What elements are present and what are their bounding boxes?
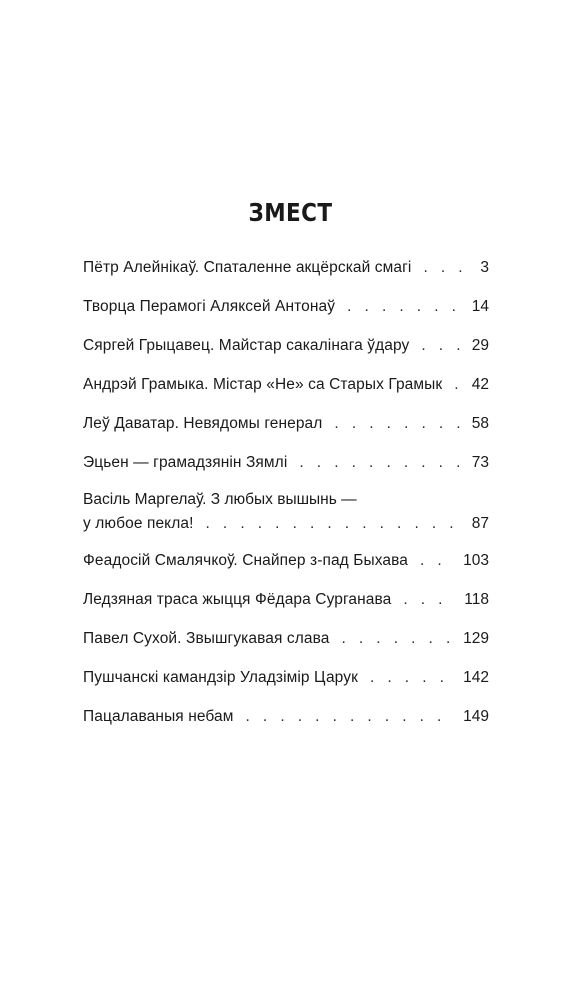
toc-entry-page: 142 — [463, 669, 489, 686]
toc-dot-leader — [341, 628, 455, 649]
toc-dot-leader — [206, 513, 464, 534]
toc-entry-title: у любое пекла! — [83, 515, 194, 532]
toc-entry-page: 149 — [463, 708, 489, 725]
toc-entry[interactable] — [83, 667, 489, 688]
toc-entry[interactable] — [83, 413, 489, 434]
toc-dot-leader — [334, 413, 463, 434]
toc-entry-title: Эцьен — грамадзянін Зямлі — [83, 454, 288, 471]
toc-entry-page: 87 — [471, 515, 489, 532]
toc-entry-page: 42 — [471, 376, 489, 393]
toc-dot-leader — [347, 296, 464, 317]
toc-entry[interactable] — [83, 374, 489, 395]
toc-dot-leader — [454, 374, 463, 395]
toc-dot-leader — [421, 335, 463, 356]
toc-entry[interactable] — [83, 628, 489, 649]
toc-dot-leader — [299, 452, 463, 473]
toc-entry-title: Павел Сухой. Звышгукавая слава — [83, 630, 330, 647]
toc-entry-title: Андрэй Грамыка. Містар «Не» са Старых Грамык — [83, 376, 443, 393]
toc-entry[interactable] — [83, 706, 489, 727]
toc-entry-title: Пацалаваныя небам — [83, 708, 234, 725]
toc-entry-title: Леў Даватар. Невядомы генерал — [83, 415, 323, 432]
toc-entry-title: Творца Перамогі Аляксей Антонаў — [83, 298, 336, 315]
toc-entry-title: Пётр Алейнікаў. Спаталенне акцёрскай смагі — [83, 259, 412, 276]
toc-dot-leader — [423, 257, 471, 278]
toc-entry-title: Ледзяная траса жыцця Фёдара Сурганава — [83, 591, 392, 608]
toc-entry-title: Пушчанскі камандзір Уладзімір Царук — [83, 669, 358, 686]
toc-entry[interactable] — [83, 296, 489, 317]
toc-entry-title-line1: Васіль Маргелаў. З любых вышынь — — [83, 491, 357, 508]
toc-entry[interactable] — [83, 589, 489, 610]
toc-entry[interactable] — [83, 452, 489, 473]
toc-dot-leader — [420, 550, 455, 571]
toc-entry[interactable] — [83, 257, 489, 278]
toc-entry[interactable] — [83, 550, 489, 571]
toc-dot-leader — [370, 667, 455, 688]
toc-entry-page: 73 — [471, 454, 489, 471]
toc-heading: ЗМЕСТ — [248, 198, 333, 227]
toc-entry-page: 129 — [463, 630, 489, 647]
toc-entry[interactable] — [83, 335, 489, 356]
toc-dot-leader — [403, 589, 456, 610]
toc-entry[interactable] — [83, 489, 489, 534]
toc-entry-page: 103 — [463, 552, 489, 569]
toc-entry-title: Сяргей Грыцавец. Майстар сакалінага ўдару — [83, 337, 410, 354]
toc-entry-page: 58 — [471, 415, 489, 432]
toc-entry-page: 3 — [480, 259, 489, 276]
toc-entry-page: 29 — [471, 337, 489, 354]
toc-entry-title: Феадосій Смалячкоў. Снайпер з-пад Быхава — [83, 552, 409, 569]
toc-dot-leader — [246, 706, 456, 727]
toc-entry-page: 14 — [471, 298, 489, 315]
toc-entry-page: 118 — [464, 591, 489, 608]
